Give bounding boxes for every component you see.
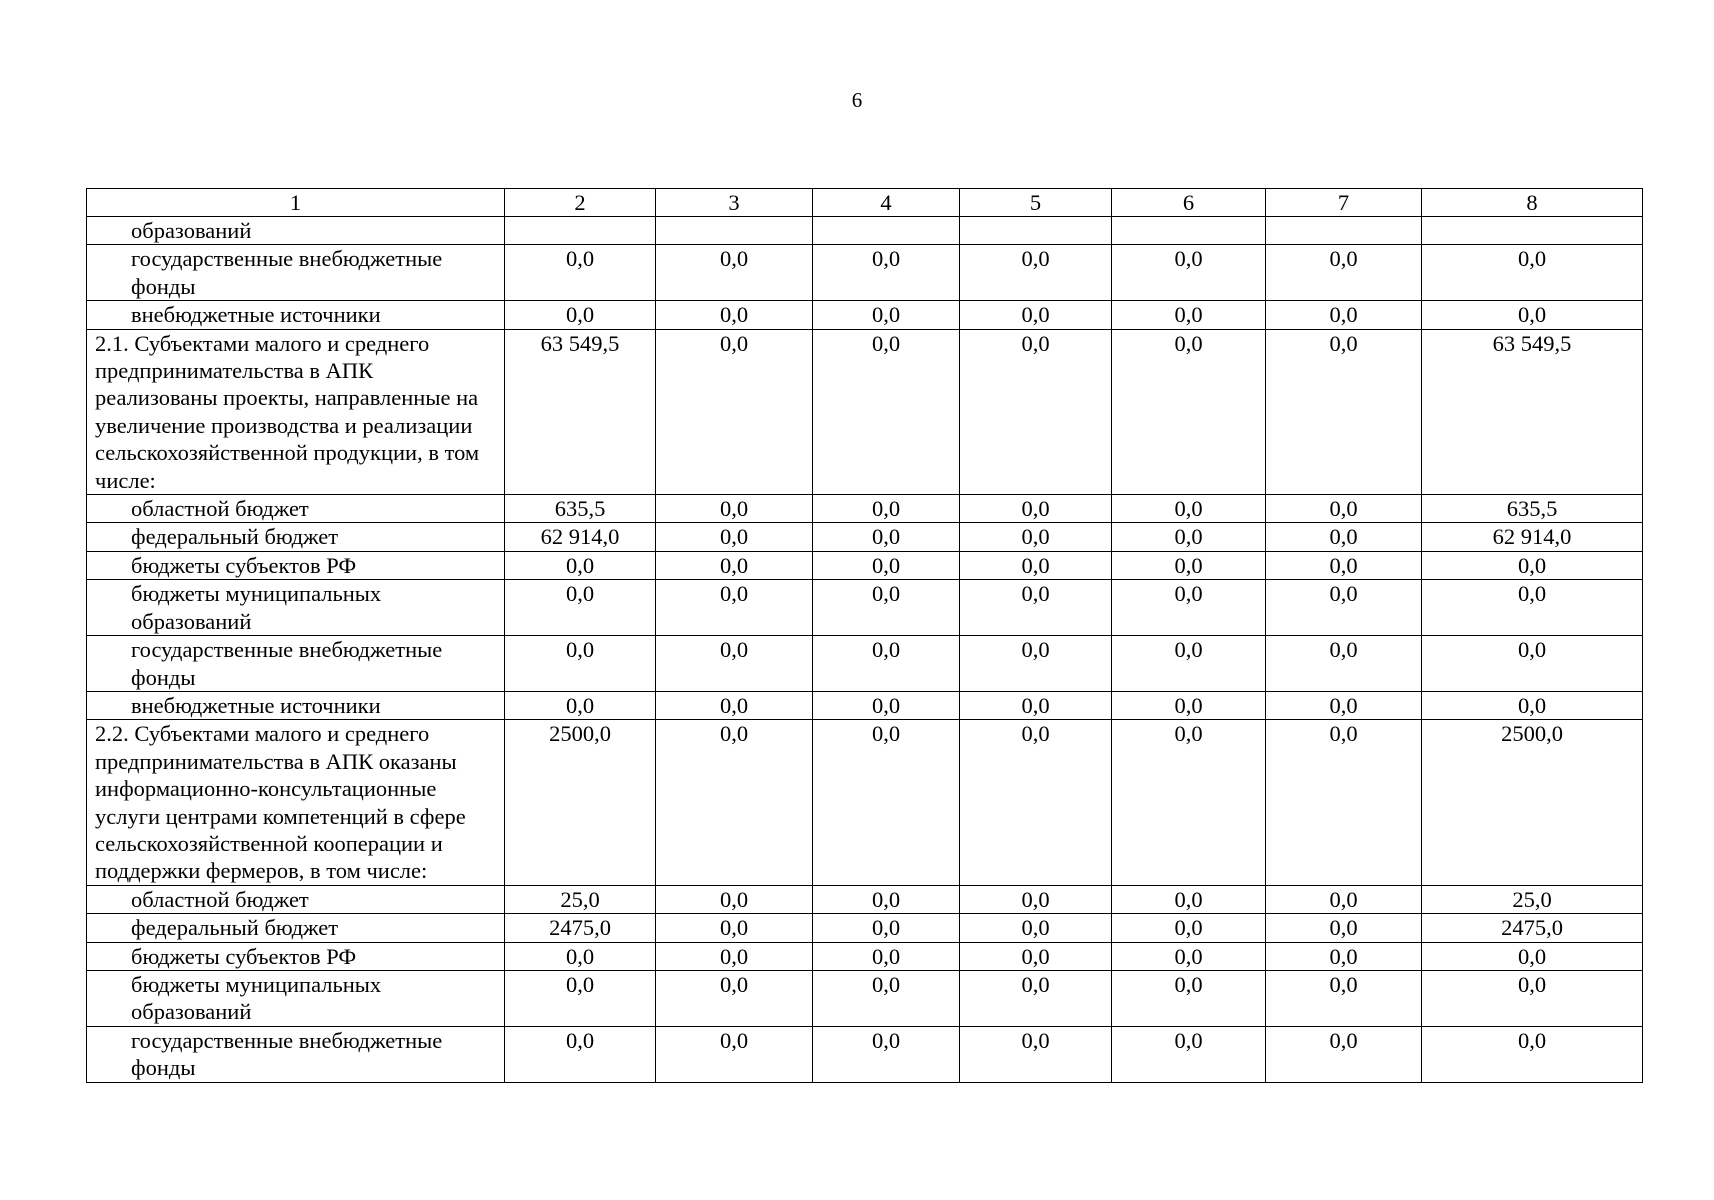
value-cell: 0,0 xyxy=(1112,245,1266,301)
value-cell: 0,0 xyxy=(960,551,1112,579)
value-cell: 2475,0 xyxy=(505,914,656,942)
value-cell: 0,0 xyxy=(1112,691,1266,719)
table-header-row xyxy=(87,189,1643,217)
value-cell: 0,0 xyxy=(656,245,813,301)
header-cell: 4 xyxy=(813,189,960,217)
table-row xyxy=(87,329,1643,494)
value-cell: 0,0 xyxy=(960,691,1112,719)
value-cell: 0,0 xyxy=(813,301,960,329)
value-cell: 0,0 xyxy=(1266,914,1422,942)
value-cell: 0,0 xyxy=(960,329,1112,494)
value-cell: 0,0 xyxy=(1422,301,1643,329)
value-cell: 25,0 xyxy=(505,885,656,913)
value-cell: 0,0 xyxy=(813,636,960,692)
value-cell: 0,0 xyxy=(505,245,656,301)
table-row xyxy=(87,551,1643,579)
value-cell xyxy=(656,217,813,245)
header-cell: 8 xyxy=(1422,189,1643,217)
value-cell: 2500,0 xyxy=(505,720,656,885)
value-cell: 0,0 xyxy=(960,942,1112,970)
header-cell: 5 xyxy=(960,189,1112,217)
value-cell: 0,0 xyxy=(813,942,960,970)
value-cell: 0,0 xyxy=(1422,970,1643,1026)
value-cell: 0,0 xyxy=(813,523,960,551)
value-cell: 0,0 xyxy=(656,970,813,1026)
value-cell: 0,0 xyxy=(1112,1026,1266,1082)
source-label-cell: бюджеты субъектов РФ xyxy=(87,942,505,970)
source-label-cell: областной бюджет xyxy=(87,495,505,523)
value-cell: 0,0 xyxy=(656,942,813,970)
value-cell: 0,0 xyxy=(813,1026,960,1082)
value-cell: 0,0 xyxy=(1266,1026,1422,1082)
source-label-cell: бюджеты муниципальных образований xyxy=(87,970,505,1026)
value-cell: 0,0 xyxy=(813,329,960,494)
source-label-cell: бюджеты субъектов РФ xyxy=(87,551,505,579)
value-cell: 0,0 xyxy=(1112,885,1266,913)
value-cell: 0,0 xyxy=(656,329,813,494)
table-row xyxy=(87,523,1643,551)
value-cell: 0,0 xyxy=(960,523,1112,551)
value-cell: 0,0 xyxy=(505,1026,656,1082)
table-row xyxy=(87,217,1643,245)
value-cell xyxy=(1422,217,1643,245)
value-cell: 62 914,0 xyxy=(1422,523,1643,551)
value-cell: 0,0 xyxy=(1266,942,1422,970)
value-cell: 0,0 xyxy=(960,301,1112,329)
table-row xyxy=(87,495,1643,523)
value-cell: 0,0 xyxy=(656,523,813,551)
value-cell: 0,0 xyxy=(1422,580,1643,636)
value-cell: 0,0 xyxy=(1266,329,1422,494)
value-cell: 0,0 xyxy=(1422,636,1643,692)
value-cell: 0,0 xyxy=(813,551,960,579)
header-cell: 2 xyxy=(505,189,656,217)
header-cell: 6 xyxy=(1112,189,1266,217)
budget-table xyxy=(86,188,1643,1083)
value-cell: 0,0 xyxy=(505,691,656,719)
value-cell: 0,0 xyxy=(656,1026,813,1082)
value-cell: 0,0 xyxy=(1112,495,1266,523)
value-cell: 0,0 xyxy=(960,914,1112,942)
source-label-cell: образований xyxy=(87,217,505,245)
value-cell: 0,0 xyxy=(1422,691,1643,719)
value-cell: 635,5 xyxy=(505,495,656,523)
source-label-cell: федеральный бюджет xyxy=(87,523,505,551)
value-cell: 0,0 xyxy=(1422,551,1643,579)
value-cell: 0,0 xyxy=(1266,970,1422,1026)
value-cell: 0,0 xyxy=(1266,636,1422,692)
source-label-cell: бюджеты муниципальных образований xyxy=(87,580,505,636)
value-cell: 62 914,0 xyxy=(505,523,656,551)
table-row xyxy=(87,245,1643,301)
value-cell: 0,0 xyxy=(813,885,960,913)
value-cell: 0,0 xyxy=(813,691,960,719)
value-cell: 0,0 xyxy=(1112,301,1266,329)
value-cell: 0,0 xyxy=(505,970,656,1026)
value-cell: 0,0 xyxy=(813,580,960,636)
source-label-cell: государственные внебюджетные фонды xyxy=(87,636,505,692)
value-cell: 0,0 xyxy=(505,942,656,970)
value-cell: 0,0 xyxy=(1266,495,1422,523)
value-cell: 0,0 xyxy=(656,580,813,636)
value-cell: 0,0 xyxy=(656,301,813,329)
value-cell: 0,0 xyxy=(813,495,960,523)
value-cell: 0,0 xyxy=(1266,301,1422,329)
value-cell: 0,0 xyxy=(960,970,1112,1026)
value-cell xyxy=(813,217,960,245)
header-cell: 7 xyxy=(1266,189,1422,217)
table-row xyxy=(87,885,1643,913)
value-cell: 0,0 xyxy=(656,691,813,719)
value-cell: 0,0 xyxy=(1112,636,1266,692)
value-cell: 0,0 xyxy=(813,914,960,942)
value-cell: 0,0 xyxy=(1266,245,1422,301)
value-cell: 0,0 xyxy=(1112,551,1266,579)
value-cell: 635,5 xyxy=(1422,495,1643,523)
source-label-cell: внебюджетные источники xyxy=(87,301,505,329)
value-cell: 0,0 xyxy=(1112,970,1266,1026)
value-cell xyxy=(1266,217,1422,245)
value-cell: 0,0 xyxy=(1266,885,1422,913)
source-label-cell: государственные внебюджетные фонды xyxy=(87,1026,505,1082)
value-cell: 0,0 xyxy=(656,885,813,913)
source-label-cell: государственные внебюджетные фонды xyxy=(87,245,505,301)
value-cell: 0,0 xyxy=(656,495,813,523)
value-cell: 0,0 xyxy=(1266,551,1422,579)
value-cell: 0,0 xyxy=(505,301,656,329)
value-cell: 0,0 xyxy=(960,495,1112,523)
value-cell: 63 549,5 xyxy=(505,329,656,494)
header-cell: 3 xyxy=(656,189,813,217)
source-label-cell: внебюджетные источники xyxy=(87,691,505,719)
table-row xyxy=(87,914,1643,942)
value-cell: 0,0 xyxy=(1112,720,1266,885)
value-cell: 0,0 xyxy=(656,551,813,579)
value-cell: 0,0 xyxy=(813,970,960,1026)
table-row xyxy=(87,942,1643,970)
value-cell: 0,0 xyxy=(1422,942,1643,970)
value-cell: 0,0 xyxy=(960,885,1112,913)
value-cell: 0,0 xyxy=(960,1026,1112,1082)
value-cell: 2500,0 xyxy=(1422,720,1643,885)
value-cell: 0,0 xyxy=(1266,691,1422,719)
value-cell: 0,0 xyxy=(960,720,1112,885)
value-cell xyxy=(1112,217,1266,245)
page-number: 6 xyxy=(851,88,863,112)
value-cell: 0,0 xyxy=(1112,523,1266,551)
value-cell: 0,0 xyxy=(960,580,1112,636)
value-cell xyxy=(505,217,656,245)
value-cell: 0,0 xyxy=(1112,580,1266,636)
value-cell: 0,0 xyxy=(1266,720,1422,885)
table-row xyxy=(87,720,1643,885)
value-cell: 0,0 xyxy=(505,636,656,692)
value-cell: 0,0 xyxy=(960,636,1112,692)
value-cell: 0,0 xyxy=(505,551,656,579)
table-row xyxy=(87,580,1643,636)
value-cell: 0,0 xyxy=(813,720,960,885)
value-cell: 0,0 xyxy=(1112,942,1266,970)
table-row xyxy=(87,970,1643,1026)
value-cell: 0,0 xyxy=(813,245,960,301)
value-cell: 0,0 xyxy=(505,580,656,636)
value-cell: 0,0 xyxy=(656,636,813,692)
table-row xyxy=(87,691,1643,719)
source-label-cell: федеральный бюджет xyxy=(87,914,505,942)
value-cell: 0,0 xyxy=(1112,914,1266,942)
source-label-cell: областной бюджет xyxy=(87,885,505,913)
value-cell: 2475,0 xyxy=(1422,914,1643,942)
value-cell: 0,0 xyxy=(1112,329,1266,494)
table-row xyxy=(87,1026,1643,1082)
value-cell: 0,0 xyxy=(1266,523,1422,551)
value-cell: 0,0 xyxy=(656,720,813,885)
value-cell: 0,0 xyxy=(1422,245,1643,301)
value-cell: 0,0 xyxy=(1266,580,1422,636)
value-cell xyxy=(960,217,1112,245)
value-cell: 0,0 xyxy=(656,914,813,942)
value-cell: 63 549,5 xyxy=(1422,329,1643,494)
value-cell: 0,0 xyxy=(1422,1026,1643,1082)
section-label-cell: 2.2. Субъектами малого и среднего предпринимательства в АПК оказаны информационно-консультационные услуги центрами компетенций в сфере сельскохозяйственной кооперации и поддержки фермеров, в том числе: xyxy=(87,720,505,885)
header-cell: 1 xyxy=(87,189,505,217)
section-label-cell: 2.1. Субъектами малого и среднего предпринимательства в АПК реализованы проекты, направленные на увеличение производства и реализации сельскохозяйственной продукции, в том числе: xyxy=(87,329,505,494)
value-cell: 25,0 xyxy=(1422,885,1643,913)
table-row xyxy=(87,636,1643,692)
value-cell: 0,0 xyxy=(960,245,1112,301)
table-row xyxy=(87,301,1643,329)
